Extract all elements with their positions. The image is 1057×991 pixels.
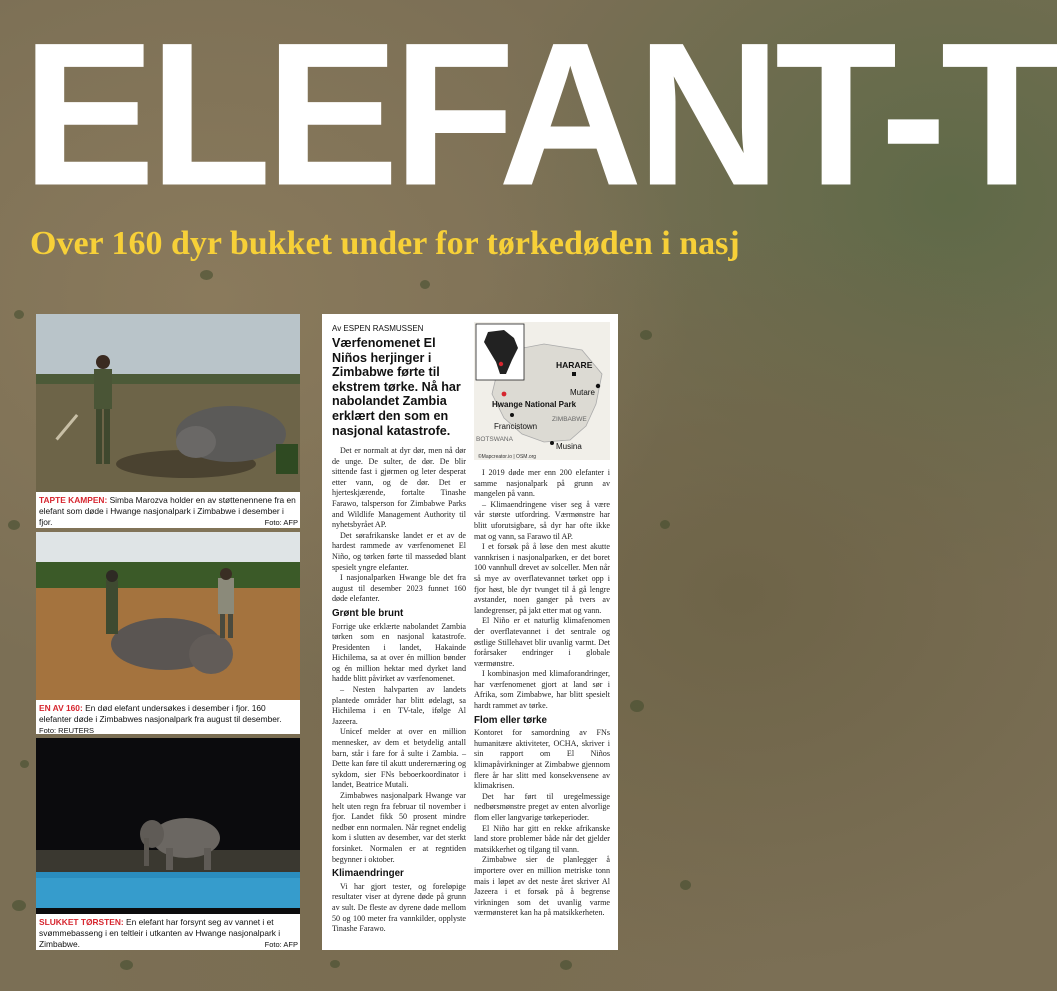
- caption-kicker: SLUKKET TØRSTEN:: [39, 917, 124, 927]
- caption-kicker: EN AV 160:: [39, 703, 83, 713]
- paragraph: Det har ført til uregelmessige nedbørsmønstre preget av enten alvorlige flom eller langvarige tørkeperioder.: [474, 791, 610, 822]
- subheading-gront-ble-brunt: Grønt ble brunt: [332, 607, 404, 619]
- paragraph: El Niño er et naturlig klimafenomen der overflatevannet i det sentrale og østlige Stillehavet blir uvanlig varmt. Det forårsaker endringer i globale værmønstre.: [474, 616, 610, 668]
- caption-kicker: TAPTE KAMPEN:: [39, 495, 108, 505]
- paragraph: Unicef melder at over en million mennesker, av dem et betydelig antall barn, står i fare for å sulte i Zambia. – Dette kan føre til akutt underernæring og sykdom, sier FNs beboerkoordinator i landet, Beatrice Mutali.: [332, 727, 466, 790]
- paragraph: Det er normalt at dyr dør, men nå dør de unge. De sulter, de dør. De blir sittende fast i gjørmen og leter desperat etter vann, og de dør. Det er hjerteskjærende, fortalte Tinashe Farawo, talsperson for Zimbabwe Parks and Wildlife Management Authority til nyhetsbyrået AP.: [332, 446, 466, 530]
- paragraph: I kombinasjon med klimaforandringer, har værfenomenet gjort at land sør i Afrika, som Zimbabwe, har blitt spesielt hardt rammet av tørke.: [474, 669, 610, 711]
- caption-text: En død elefant undersøkes i desember i fjor. 160 elefanter døde i Zimbabwes nasjonalpark fra august til desember.: [39, 703, 282, 724]
- paragraph: Vi har gjort tester, og foreløpige resultater viser at dyrene døde på grunn av sult. De fleste av dyrene døde mellom 50 og 100 meter fra vannkilder, opplyste Tinashe Farawo.: [332, 881, 466, 934]
- map-label-mutare: Mutare: [570, 388, 595, 397]
- article-column-2: [474, 468, 610, 919]
- paragraph: Zimbabwes nasjonalpark Hwange var helt uten regn fra februar til november i fjor. Landet fikk 50 prosent mindre nedbør enn normalen. Når regnet endelig kom i slutten av desember, var det sterkt forsinket. Normalen er at regntiden begynner i oktober.: [332, 791, 466, 864]
- article-lead: Værfenomenet El Niños herjinger i Zimbabwe førte til ekstrem tørke. Nå har nabolandet Zambia erklært den som en nasjonal katastrofe.: [332, 336, 461, 438]
- photo-credit: Foto: AFP: [264, 940, 298, 949]
- paragraph: Zimbabwe sier de planlegger å importere over en million metriske tonn mais i løpet av det neste året skriver Al Jazeera i et forsøk på å begrense virkningen som det uvanlig varme værmønsteret kan ha på matsikkerheten.: [474, 855, 610, 918]
- paragraph: I et forsøk på å løse den mest akutte vannkrisen i nasjonalparken, er det boret 100 vannhull drevet av solceller. Men når så mye av overflatevannet tørket opp i fjor høst, ble dyr tvunget til å gå lengre avstander, noen ganger på tvers av landegrenser, på jakt etter mat og vann.: [474, 542, 610, 615]
- article-column-1: [332, 446, 466, 935]
- caption-text: En elefant har forsynt seg av vannet i et svømmebasseng i en teltleir i utkanten av Hwange nasjonalpark i Zimbabwe.: [39, 917, 281, 949]
- photo-caption-2: [36, 700, 300, 734]
- photo-elephant-pool: [36, 738, 300, 914]
- locator-map: [474, 322, 610, 460]
- subheading-klimaendringer: Klimaendringer: [332, 868, 404, 880]
- paragraph: El Niño har gitt en rekke afrikanske land store problemer både når det gjelder matsikkerhet og tilgang til vann.: [474, 823, 610, 854]
- map-label-francistown: Francistown: [494, 422, 538, 431]
- paragraph: I nasjonalparken Hwange ble det fra august til desember 2023 funnet 160 døde elefanter.: [332, 573, 466, 604]
- subheadline: Over 160 dyr bukket under for tørkedøden i nasj: [30, 225, 740, 262]
- paragraph: Forrige uke erklærte nabolandet Zambia tørken som en nasjonal katastrofe. Presidenten i landet, Hakainde Hichilema, sa at over én million bønder og én million hektar med dyrket land hadde blitt påvirket av værfenomenet.: [332, 621, 466, 684]
- map-label-harare: HARARE: [556, 360, 593, 370]
- article: [322, 314, 618, 950]
- paragraph: – Klimaendringene viser seg å være vår største utfordring. Værmønstre har blitt uforutsigbare, så dyr har ofte ikke mat og vann, sa Farawo til AP.: [474, 499, 610, 541]
- photo-dead-elephant-ranger: [36, 314, 300, 492]
- paragraph: Det sørafrikanske landet er et av de hardest rammede av værfenomenet El Niño, og tørken førte til massedød blant spesielt yngre elefanter.: [332, 530, 466, 572]
- headline-text: ELEFANT-T: [22, 0, 1057, 229]
- map-label-musina: Musina: [556, 442, 582, 451]
- map-credit: ©Mapcreator.io | OSM.org: [478, 454, 537, 460]
- headline: [22, 0, 1057, 229]
- paragraph: – Nesten halvparten av landets plantede områder har blitt ødelagt, sa Hichilema i en TV-tale, ifølge Al Jazeera.: [332, 685, 466, 726]
- photo-credit: Foto: REUTERS: [39, 726, 95, 735]
- photo-credit: Foto: AFP: [264, 518, 298, 527]
- byline: Av ESPEN RASMUSSEN: [332, 324, 424, 333]
- photo-dead-elephant-examined: [36, 532, 300, 700]
- map-label-botswana: BOTSWANA: [476, 436, 513, 443]
- photo-caption-1: [36, 492, 300, 528]
- caption-text: Simba Marozva holder en av støttenennene fra en elefant som døde i Hwange nasjonalpark i Zimbabwe i desember i fjor.: [39, 495, 296, 527]
- photo-caption-3: [36, 914, 300, 950]
- paragraph: Kontoret for samordning av FNs humanitære aktiviteter, OCHA, skriver i sin rapport om El Niños klimapåvirkninger at Zimbabwe gjennom flere år har slitt med konsekvensene av klimakrisen.: [474, 728, 610, 791]
- map-label-zimbabwe: ZIMBABWE: [552, 416, 587, 423]
- paragraph: I 2019 døde mer enn 200 elefanter i samme nasjonalpark på grunn av mangelen på vann.: [474, 468, 610, 499]
- map-label-hwange: Hwange National Park: [492, 400, 577, 409]
- subheading-flom-eller-torke: Flom eller tørke: [474, 714, 547, 726]
